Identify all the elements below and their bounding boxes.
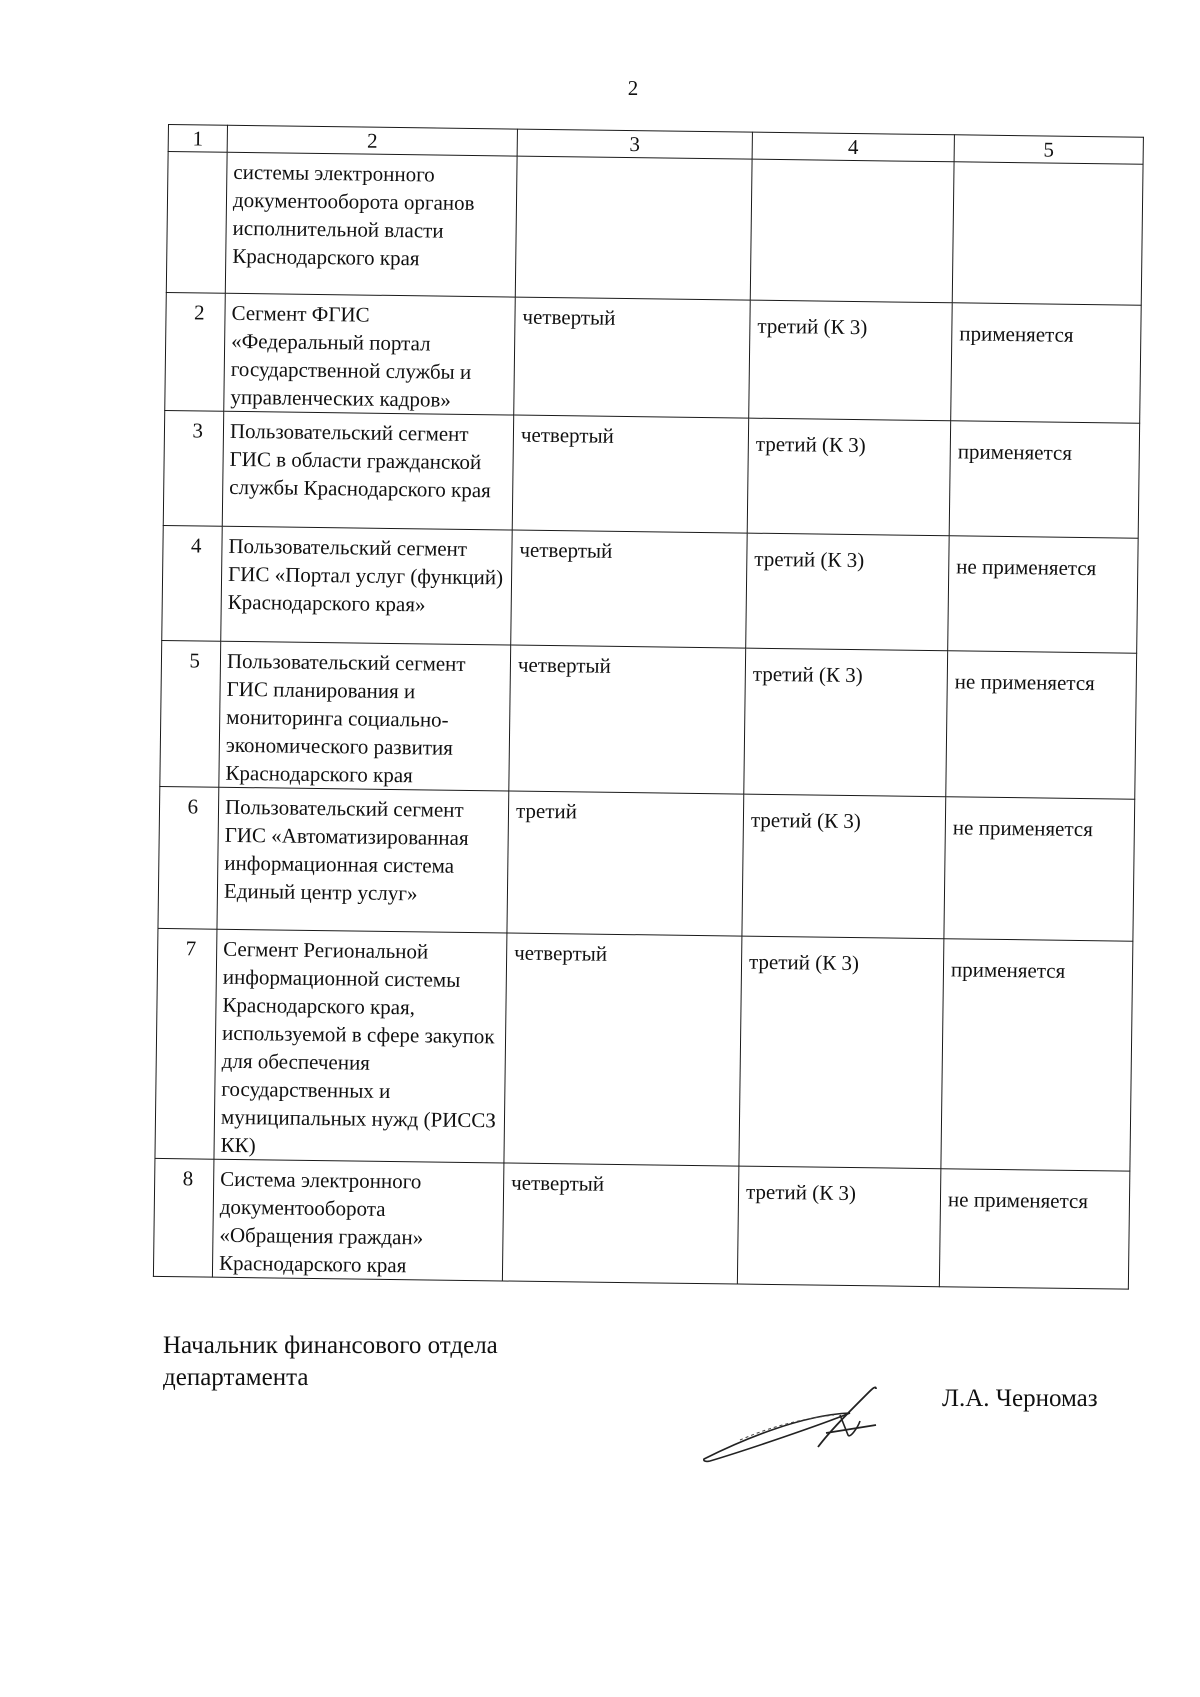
classification-table bbox=[153, 124, 1144, 1290]
row-number: 5 bbox=[160, 640, 221, 787]
security-level: третий bbox=[507, 791, 744, 936]
column-header-1: 1 bbox=[168, 125, 227, 153]
protection-class: третий (К 3) bbox=[746, 533, 949, 651]
row-number: 6 bbox=[158, 786, 219, 929]
table-row bbox=[158, 786, 1135, 941]
signer-position-line-1: Начальник финансового отдела bbox=[163, 1332, 498, 1359]
system-name: Пользовательский сегмент ГИС планирования и мониторинга социально-экономического развития Краснодарского края bbox=[219, 641, 511, 791]
applicability bbox=[952, 162, 1143, 305]
protection-class bbox=[750, 159, 954, 303]
row-number: 2 bbox=[165, 292, 226, 411]
row-number: 7 bbox=[155, 928, 217, 1159]
security-level: четвертый bbox=[502, 1163, 739, 1284]
signer-position-line-2: департамента bbox=[163, 1364, 309, 1391]
page-number: 2 bbox=[627, 76, 639, 100]
row-number: 8 bbox=[153, 1158, 214, 1277]
system-name: системы электронного документооборота органов исполнительной власти Краснодарского края bbox=[225, 152, 517, 297]
protection-class: третий (К 3) bbox=[749, 300, 953, 421]
column-header-2: 2 bbox=[227, 125, 517, 156]
table-row bbox=[155, 928, 1133, 1171]
row-number: 4 bbox=[162, 525, 223, 641]
applicability: применяется bbox=[951, 303, 1142, 423]
protection-class: третий (К 3) bbox=[737, 1166, 941, 1287]
security-level: четвертый bbox=[509, 645, 746, 794]
applicability: не применяется bbox=[939, 1169, 1130, 1289]
signer-position bbox=[163, 1330, 498, 1394]
column-header-4: 4 bbox=[752, 132, 954, 162]
table-row bbox=[165, 292, 1141, 423]
table-row bbox=[162, 525, 1138, 653]
protection-class: третий (К 3) bbox=[747, 418, 950, 536]
system-name: Сегмент ФГИС «Федеральный портал государственной службы и управленческих кадров» bbox=[224, 293, 516, 415]
row-number bbox=[166, 152, 227, 294]
table-row bbox=[160, 640, 1137, 799]
table-row bbox=[153, 1158, 1129, 1289]
handwritten-signature bbox=[700, 1375, 900, 1465]
system-name: Пользовательский сегмент ГИС в области гражданской службы Краснодарского края bbox=[222, 411, 513, 530]
signer-name: Л.А. Черномаз bbox=[942, 1385, 1098, 1412]
security-level: четвертый bbox=[511, 530, 747, 648]
applicability: применяется bbox=[941, 939, 1133, 1171]
applicability: не применяется bbox=[944, 797, 1135, 941]
row-number: 3 bbox=[163, 410, 224, 526]
system-name: Пользовательский сегмент ГИС «Портал услуг (функций) Краснодарского края» bbox=[221, 526, 512, 645]
protection-class: третий (К 3) bbox=[742, 794, 946, 939]
applicability: не применяется bbox=[946, 651, 1137, 799]
applicability: не применяется bbox=[948, 536, 1138, 653]
security-level: четвертый bbox=[514, 297, 751, 418]
table-row bbox=[166, 152, 1143, 306]
column-header-5: 5 bbox=[954, 135, 1143, 164]
column-header-3: 3 bbox=[517, 129, 752, 159]
table-row bbox=[163, 410, 1139, 538]
protection-class: третий (К 3) bbox=[744, 648, 948, 797]
security-level bbox=[515, 156, 752, 300]
applicability: применяется bbox=[949, 421, 1139, 538]
security-level: четвертый bbox=[512, 415, 748, 533]
system-name: Пользовательский сегмент ГИС «Автоматизированная информационная система Единый центр услуг» bbox=[217, 787, 509, 933]
system-name: Система электронного документооборота «Обращения граждан» Краснодарского края bbox=[212, 1159, 504, 1281]
protection-class: третий (К 3) bbox=[739, 936, 944, 1169]
security-level: четвертый bbox=[504, 933, 742, 1166]
system-name: Сегмент Региональной информационной системы Краснодарского края, используемой в сфере закупок для обеспечения государственных и муниципальных нужд (РИССЗ КК) bbox=[214, 929, 507, 1163]
